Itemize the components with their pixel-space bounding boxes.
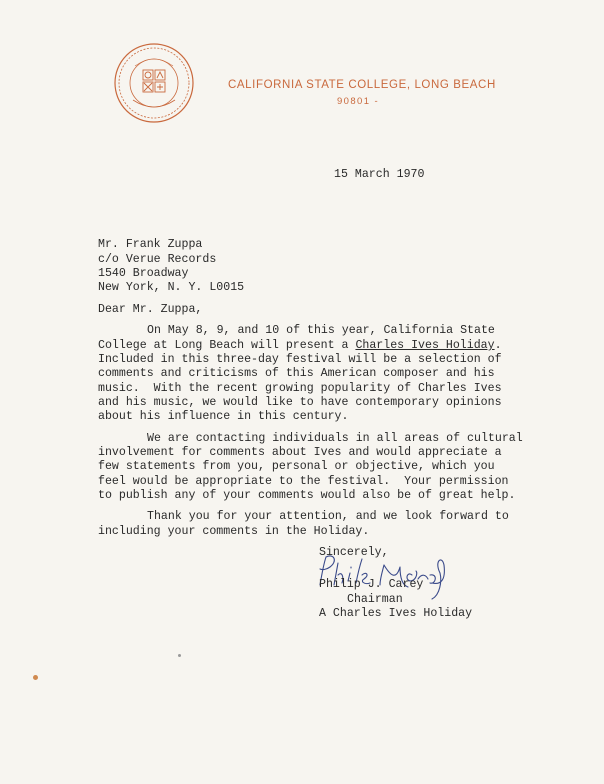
paragraph-line: Thank you for your attention, and we look forward to [147, 510, 509, 523]
paragraph-line: to publish any of your comments would also be of great help. [98, 489, 516, 502]
paragraph-line: involvement for comments about Ives and would appreciate a [98, 446, 502, 459]
paper-mark [33, 675, 38, 680]
letter-date: 15 March 1970 [334, 168, 425, 181]
letterhead-name: CALIFORNIA STATE COLLEGE, LONG BEACH [228, 79, 496, 91]
signer-name: Philip J. Carey [319, 578, 424, 591]
address-line: 1540 Broadway [98, 267, 189, 280]
paragraph-line: including your comments in the Holiday. [98, 525, 370, 538]
paper-speck [178, 654, 181, 657]
paragraph-line: few statements from you, personal or objective, which you [98, 460, 495, 473]
letterhead-zip: 90801 - [337, 96, 380, 107]
salutation: Dear Mr. Zuppa, [98, 303, 203, 316]
paragraph-line: On May 8, 9, and 10 of this year, California State [147, 324, 495, 337]
paragraph-line: comments and criticisms of this American composer and his [98, 367, 495, 380]
signer-organization: A Charles Ives Holiday [319, 607, 473, 620]
festival-title-underlined: Charles Ives Holiday [355, 339, 495, 352]
paragraph-line: Included in this three-day festival will be a selection of [98, 353, 502, 366]
address-line: Mr. Frank Zuppa [98, 238, 203, 251]
text-span: College at Long Beach will present a [98, 339, 356, 352]
signer-title: Chairman [347, 593, 403, 606]
address-line: New York, N. Y. L0015 [98, 281, 245, 294]
paragraph-line: We are contacting individuals in all areas of cultural [147, 432, 523, 445]
college-seal-logo [113, 42, 195, 124]
paragraph-line [98, 339, 502, 354]
closing: Sincerely, [319, 546, 389, 559]
paragraph-line: and his music, we would like to have contemporary opinions [98, 396, 502, 409]
paragraph-line: about his influence in this century. [98, 410, 349, 423]
paragraph-line: music. With the recent growing popularity of Charles Ives [98, 382, 502, 395]
address-line: c/o Verue Records [98, 253, 217, 266]
text-span: . [494, 339, 502, 352]
paragraph-line: feel would be appropriate to the festival. Your permission [98, 475, 509, 488]
